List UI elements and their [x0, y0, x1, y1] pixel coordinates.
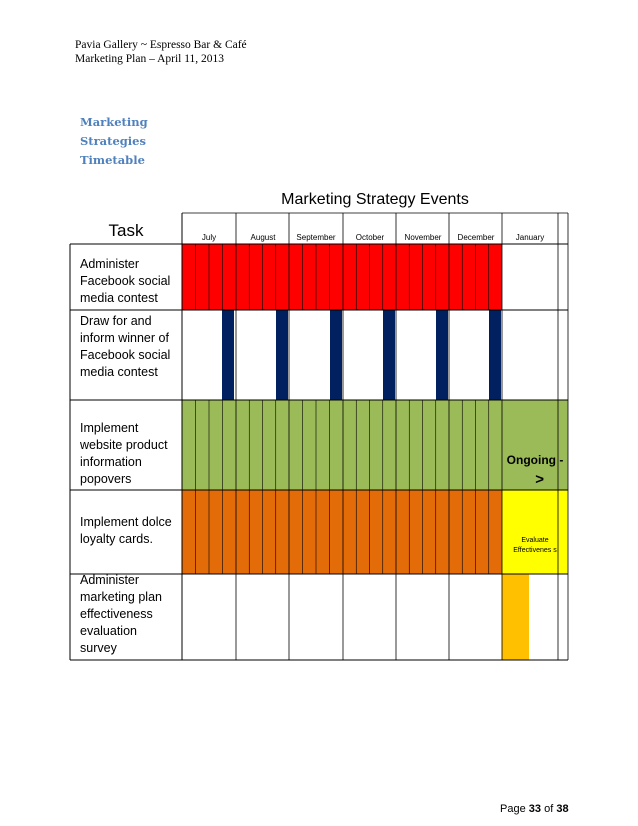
month-january: January — [515, 233, 545, 242]
ongoing-arrow: > — [535, 471, 544, 488]
loyalty-cards-bar — [182, 490, 502, 574]
month-november: November — [404, 233, 442, 242]
evaluate-note: Evaluate Effectivenes s — [513, 537, 557, 554]
draw-marker-3 — [330, 310, 342, 400]
page-number — [500, 803, 569, 815]
month-december: December — [457, 233, 495, 242]
task-loyalty-cards: Implement dolce loyalty cards. — [80, 515, 172, 546]
task-header: Task — [108, 221, 144, 240]
task-draw-winner: Draw for and inform winner of Facebook social media contest — [80, 314, 171, 379]
survey-block — [502, 574, 529, 660]
month-october: October — [355, 233, 385, 242]
task-website-popovers: Implement website product information popovers — [80, 421, 168, 486]
month-september: September — [296, 233, 336, 242]
page-of: of — [544, 803, 554, 815]
header-line-2: Marketing Plan – April 11, 2013 — [75, 53, 225, 65]
section-line-1: Marketing — [80, 115, 148, 129]
events-title: Marketing Strategy Events — [281, 191, 469, 208]
draw-marker-1 — [222, 310, 234, 400]
draw-marker-4 — [383, 310, 395, 400]
section-line-2: Strategies — [80, 134, 146, 148]
task-facebook-contest: Administer Facebook social media contest — [80, 257, 171, 305]
page-prefix: Page — [500, 803, 526, 815]
facebook-contest-bar — [182, 244, 502, 310]
month-july: July — [201, 233, 217, 242]
month-august: August — [250, 233, 276, 242]
draw-marker-5 — [436, 310, 448, 400]
header-line-1: Pavia Gallery ~ Espresso Bar & Café — [75, 39, 247, 51]
draw-marker-2 — [276, 310, 288, 400]
task-evaluation-survey: Administer marketing plan effectiveness evaluation survey — [80, 573, 162, 655]
ongoing-label: Ongoing - — [506, 453, 564, 467]
page-total: 38 — [556, 803, 569, 815]
page-current: 33 — [528, 803, 542, 815]
draw-marker-6 — [489, 310, 501, 400]
ongoing-note — [502, 450, 568, 490]
section-line-3: Timetable — [80, 153, 145, 167]
